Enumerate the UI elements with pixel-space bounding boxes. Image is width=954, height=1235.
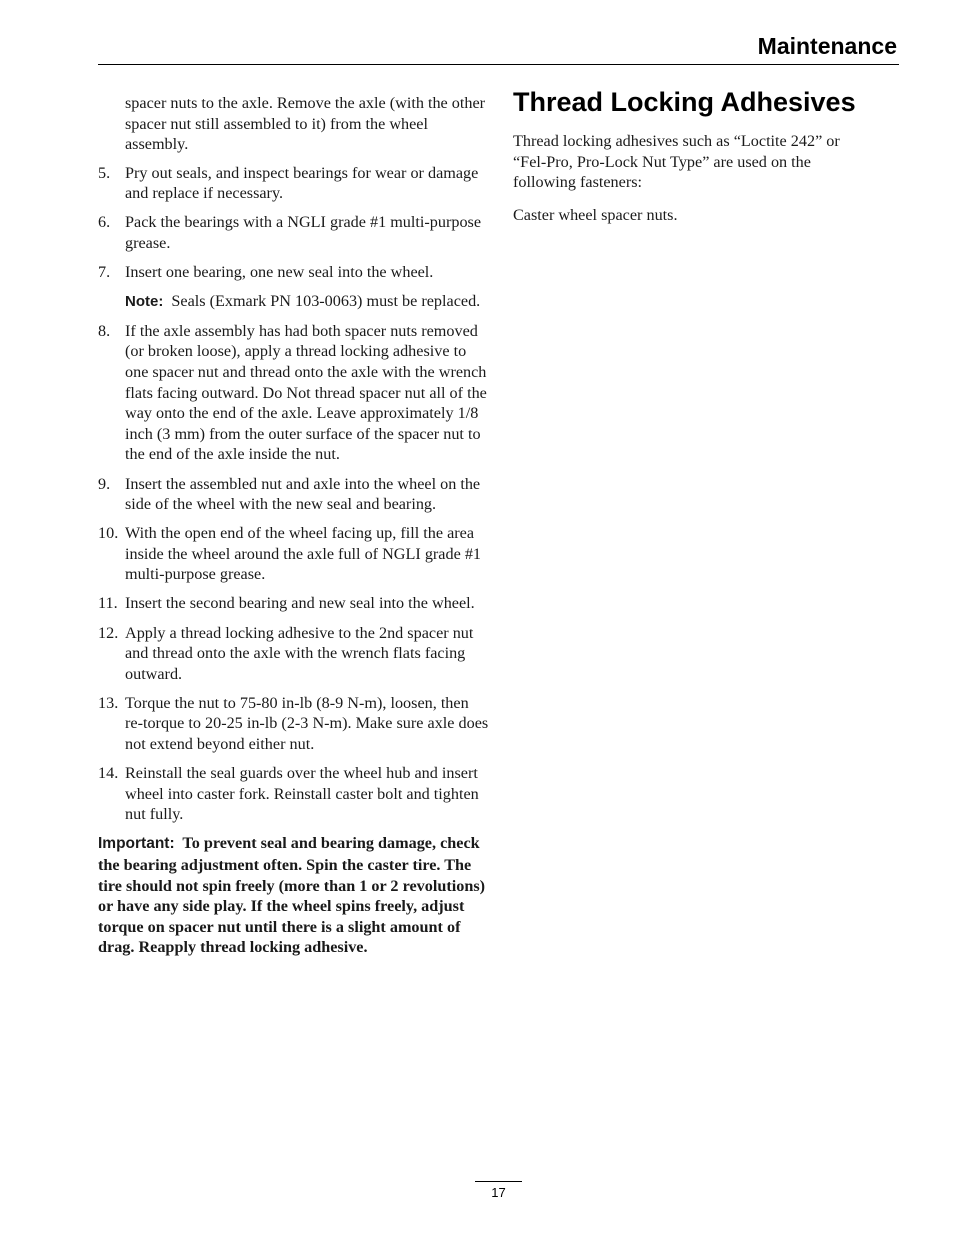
step-text: Torque the nut to 75-80 in-lb (8-9 N-m), loosen, then re-torque to 20-25 in-lb (2-3 N-m). Make sure axle does not extend beyond either nut.	[125, 693, 489, 754]
step-number: 6.	[98, 213, 111, 232]
step-number: 10.	[98, 524, 119, 543]
step-text: Pack the bearings with a NGLI grade #1 multi-purpose grease.	[125, 213, 482, 253]
step-number: 9.	[98, 474, 111, 493]
note-text: Seals (Exmark PN 103-0063) must be replaced.	[171, 292, 481, 311]
continuation-paragraph: spacer nuts to the axle. Remove the axle (with the other spacer nut still assembled to it) from the wheel assembly.	[125, 94, 486, 154]
right-column	[513, 87, 873, 237]
footer-rule	[475, 1181, 522, 1182]
page-number: 17	[491, 1185, 506, 1200]
list-item	[98, 212, 490, 253]
step-text: Insert one bearing, one new seal into the wheel.	[125, 263, 434, 282]
step-text: If the axle assembly has had both spacer nuts removed (or broken loose), apply a thread locking adhesive to one spacer nut and thread onto the axle with the wrench flats facing outward. Do Not thread spacer nut all of the way onto the end of the axle. Leave approximately 1/8 inch (3 mm) from the outer surface of the spacer nut to the end of the axle inside the nut.	[125, 321, 487, 464]
list-item	[98, 693, 490, 755]
step-number: 13.	[98, 693, 119, 712]
list-item	[98, 763, 490, 825]
step-number: 12.	[98, 623, 119, 642]
intro-paragraph: Thread locking adhesives such as “Loctite 242” or “Fel-Pro, Pro-Lock Nut Type” are used on the following fasteners:	[513, 132, 840, 192]
note	[98, 291, 490, 313]
step-text: Insert the second bearing and new seal into the wheel.	[125, 594, 475, 613]
list-item	[98, 163, 490, 204]
step-number: 8.	[98, 321, 111, 340]
step-number: 14.	[98, 764, 119, 783]
important-text: To prevent seal and bearing damage, check the bearing adjustment often. Spin the caster tire. The tire should not spin freely (more than 1 or 2 revolutions) or have any side play. If the wheel spins freely, adjust torque on spacer nut until there is a slight amount of drag. Reapply thread locking adhesive.	[98, 834, 486, 957]
step-number: 7.	[98, 263, 111, 282]
list-item	[98, 623, 490, 685]
step-text: Apply a thread locking adhesive to the 2nd spacer nut and thread onto the axle with the wrench flats facing outward.	[125, 623, 474, 683]
fastener-paragraph: Caster wheel spacer nuts.	[513, 205, 678, 224]
section-header: Maintenance	[757, 33, 897, 59]
step-text: Reinstall the seal guards over the wheel hub and insert wheel into caster fork. Reinstall caster bolt and tighten nut fully.	[125, 764, 479, 824]
step-text: Insert the assembled nut and axle into the wheel on the side of the wheel with the new seal and bearing.	[125, 474, 481, 514]
list-item	[98, 523, 490, 585]
step-text: Pry out seals, and inspect bearings for wear or damage and replace if necessary.	[125, 163, 479, 203]
note-label: Note:	[125, 293, 164, 311]
list-item	[98, 593, 490, 614]
list-item	[98, 321, 490, 465]
important-label: Important:	[98, 835, 175, 853]
left-column	[98, 93, 490, 958]
step-text: With the open end of the wheel facing up, fill the area inside the wheel around the axle full of NGLI grade #1 multi-purpose grease.	[125, 524, 482, 584]
step-number: 11.	[98, 594, 118, 613]
step-number: 5.	[98, 163, 111, 182]
header-rule	[98, 64, 899, 65]
section-title: Thread Locking Adhesives	[513, 87, 856, 117]
important-callout	[98, 833, 490, 958]
list-item	[98, 262, 490, 283]
list-item	[98, 474, 490, 515]
